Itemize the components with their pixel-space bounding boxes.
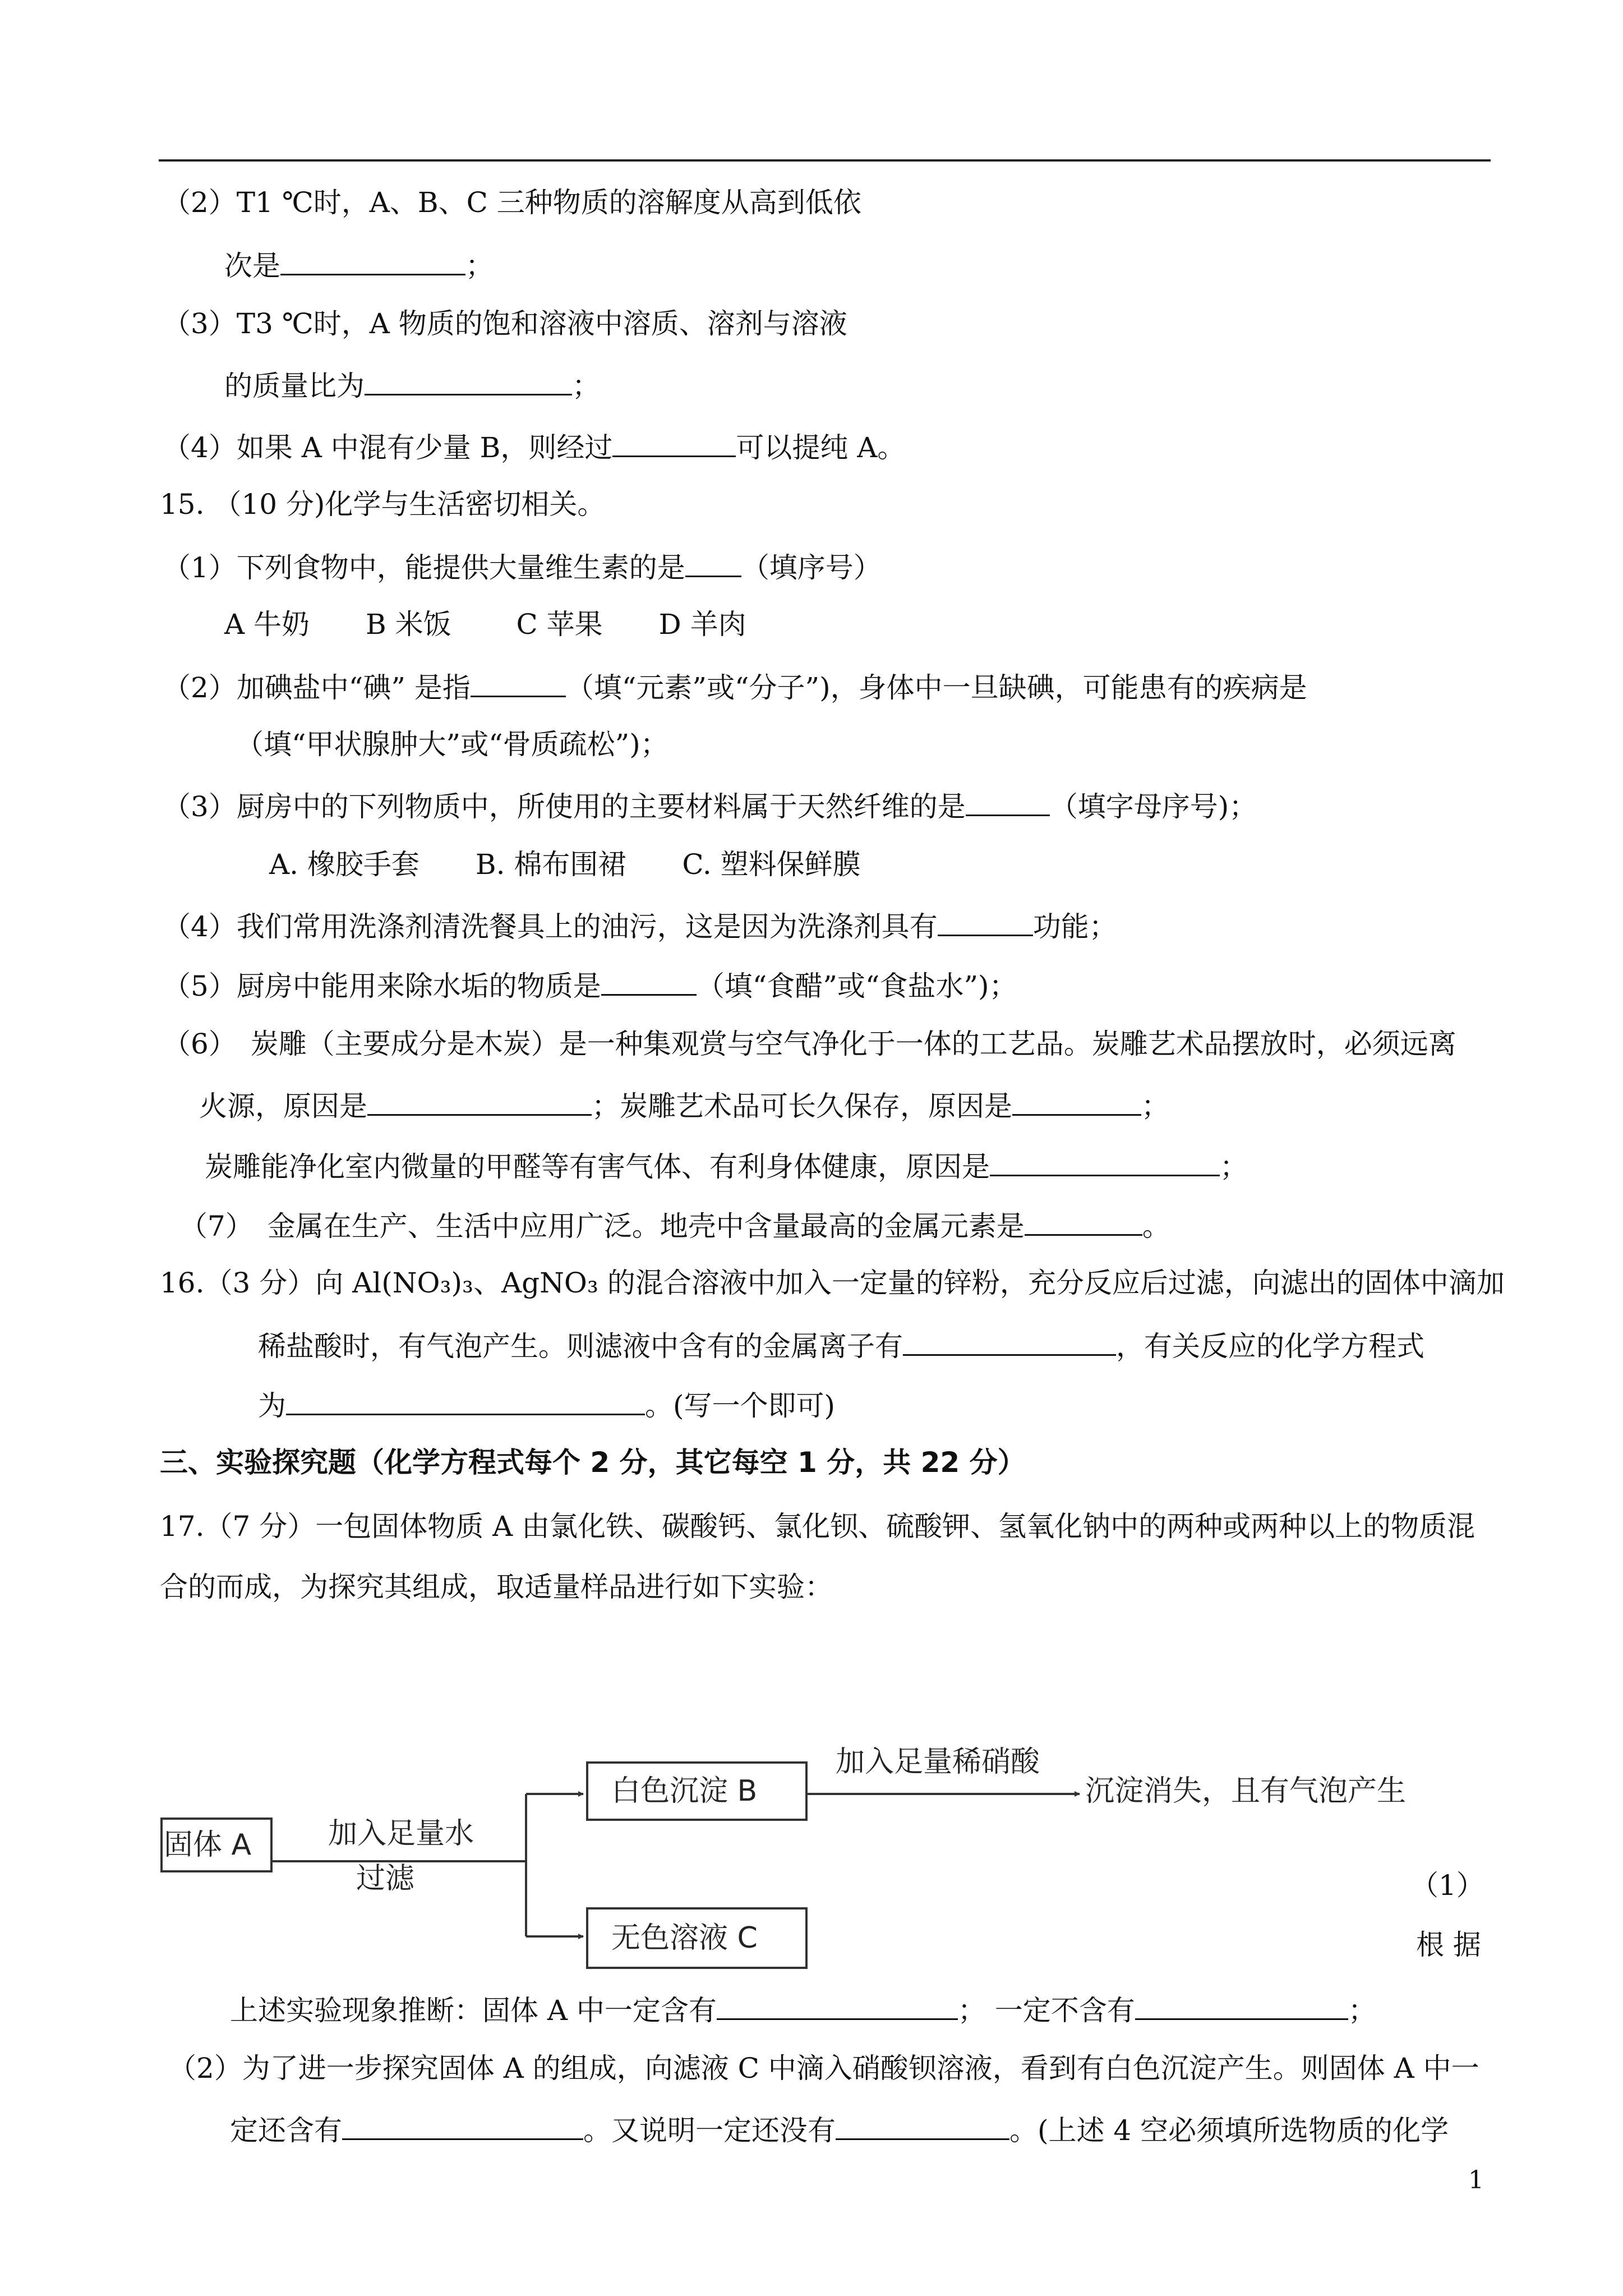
flow-step1-bottom: 过滤	[356, 1862, 415, 1895]
q15-part1-options: A 牛奶 B 米饭 C 苹果 D 羊肉	[224, 608, 746, 641]
page-number: 1	[1468, 2166, 1484, 2194]
q14-part2-line2: 次是 ；	[224, 246, 494, 283]
answer-blank[interactable]	[342, 2110, 583, 2140]
answer-blank[interactable]	[1135, 1990, 1348, 2020]
q15-part6-line1: （6） 炭雕（主要成分是木炭）是一种集观赏与空气净化于一体的工艺品。炭雕艺术品摆放时，必须远离	[163, 1028, 1456, 1060]
flow-label-filtrate-c: 无色溶液 C	[611, 1921, 758, 1955]
flow-label-solid-a: 固体 A	[164, 1828, 252, 1862]
q14-part4: （4）如果 A 中混有少量 B，则经过 可以提纯 A。	[163, 427, 905, 465]
flow-label-precipitate-b: 白色沉淀 B	[611, 1774, 758, 1808]
q14-part2-line1: （2）T1 ℃时，A、B、C 三种物质的溶解度从高到低依	[163, 186, 861, 219]
q16-line1: 16.（3 分）向 Al(NO₃)₃、AgNO₃ 的混合溶液中加入一定量的锌粉，充分反应后过滤，向滤出的固体中滴加	[160, 1267, 1505, 1299]
q15-part6-line2: 火源，原因是 ；炭雕艺术品可长久保存，原因是 ；	[199, 1086, 1169, 1124]
q17-part2-line1: （2）为了进一步探究固体 A 的组成，向滤液 C 中滴入硝酸钡溶液，看到有白色沉淀产生。则固体 A 中一	[168, 2052, 1479, 2085]
q15-part5: （5）厨房中能用来除水垢的物质是 （填“食醋”或“食盐水”)；	[163, 966, 1017, 1004]
q17-line2: 合的而成，为探究其组成，取适量样品进行如下实验：	[160, 1571, 833, 1603]
q15-part3: （3）厨房中的下列物质中，所使用的主要材料属于天然纤维的是 （填字母序号)；	[163, 786, 1257, 824]
q17-part1-line: 上述实验现象推断：固体 A 中一定含有 ； 一定不含有 ；	[230, 1990, 1376, 2028]
q17-part1-word: 根 据	[1416, 1929, 1481, 1961]
q17-part1-num: （1）	[1410, 1869, 1484, 1902]
section-heading: 三、实验探究题（化学方程式每个 2 分，其它每空 1 分，共 22 分）	[160, 1446, 1026, 1479]
q15-part4: （4）我们常用洗涤剂清洗餐具上的油污，这是因为洗涤剂具有 功能；	[163, 907, 1117, 944]
q14-part3-line2: 的质量比为 ；	[224, 366, 600, 403]
q15-heading: 15. （10 分)化学与生活密切相关。	[160, 488, 606, 521]
answer-blank[interactable]	[717, 1990, 958, 2020]
q15-part6-line3: 炭雕能净化室内微量的甲醛等有害气体、有利身体健康，原因是 ；	[205, 1147, 1248, 1184]
q14-part3-line1: （3）T3 ℃时，A 物质的饱和溶液中溶质、溶剂与溶液	[163, 307, 847, 340]
q16-line3: 为 。(写一个即可)	[258, 1386, 835, 1423]
flow-step1-top: 加入足量水	[328, 1817, 474, 1851]
q17-part2-line2: 定还含有 。又说明一定还没有 。(上述 4 空必须填所选物质的化学	[230, 2110, 1449, 2148]
q15-part1: （1）下列食物中，能提供大量维生素的是 （填序号）	[163, 547, 882, 585]
flow-step2: 加入足量稀硝酸	[836, 1745, 1040, 1779]
q16-line2: 稀盐酸时，有气泡产生。则滤液中含有的金属离子有 ，有关反应的化学方程式	[258, 1326, 1424, 1364]
q15-part2-line1: （2）加碘盐中“碘” 是指 （填“元素”或“分子”)，身体中一旦缺碘，可能患有的疾病是	[163, 668, 1307, 705]
q15-part2-line2: （填“甲状腺肿大”或“骨质疏松”)；	[236, 728, 668, 761]
q15-part7: （7） 金属在生产、生活中应用广泛。地壳中含量最高的金属元素是 。	[179, 1206, 1170, 1244]
answer-blank[interactable]	[836, 2110, 1009, 2140]
q17-line1: 17.（7 分）一包固体物质 A 由氯化铁、碳酸钙、氯化钡、硫酸钾、氢氧化钠中的两种或两种以上的物质混	[160, 1510, 1476, 1543]
q15-part3-options: A. 橡胶手套 B. 棉布围裙 C. 塑料保鲜膜	[269, 848, 861, 881]
flow-result: 沉淀消失，且有气泡产生	[1085, 1774, 1407, 1808]
